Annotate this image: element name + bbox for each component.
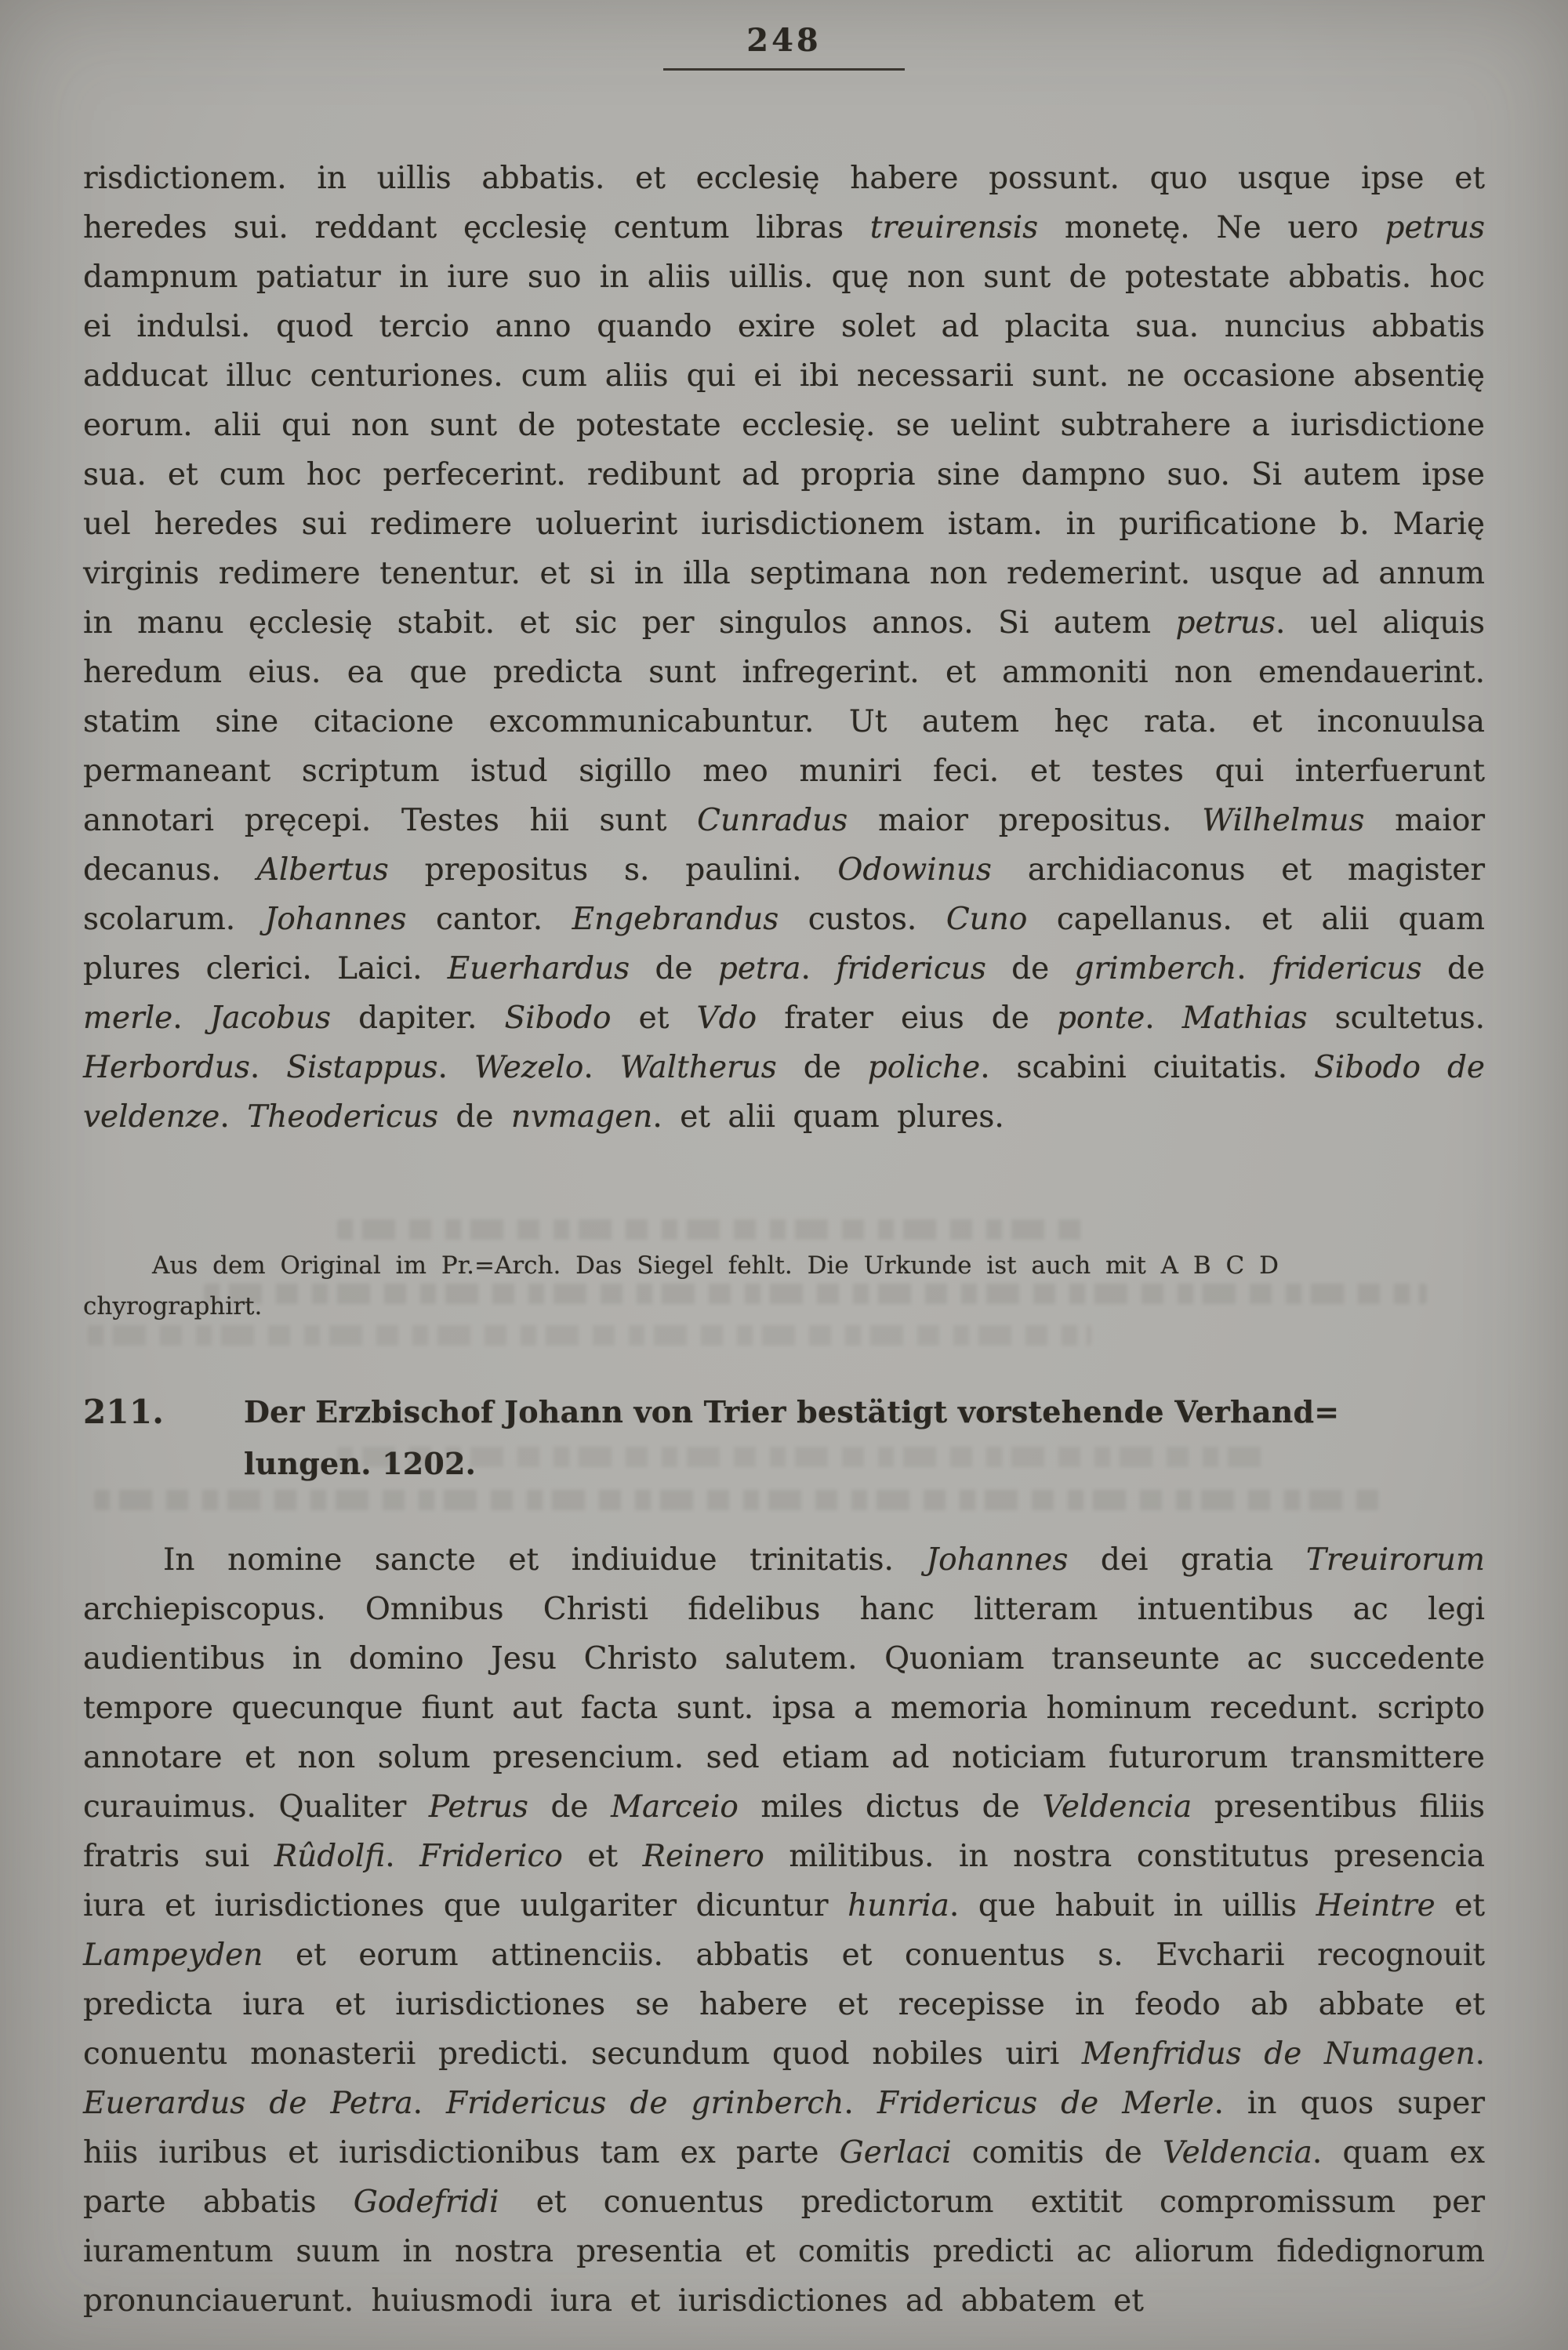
source-note-line1: Aus dem Original im Pr.=Arch. Das Siegel fehlt. Die Urkunde ist auch mit A B C D [152,1251,1279,1280]
proper-name-italic: Engebrandus [572,902,779,937]
proper-name-italic: Johannes [264,902,407,937]
document-211-number: 211. [83,1393,165,1431]
proper-name-italic: Cunradus [697,803,848,838]
text-run: scultetus. [1307,1001,1485,1036]
text-run: In nomine sancte et indiuidue trinitatis. [163,1542,927,1578]
proper-name-italic: Waltherus [619,1050,777,1085]
text-run: cantor. [406,902,572,937]
text-run: . uel aliquis heredum eius. ea que predicta sunt infregerint. et ammoniti non emendauerint. statim sine citacione excommunicabuntur. Ut autem hęc rata. et inconuulsa permaneant scriptum istud sigillo meo muniri feci. et testes qui interfuerunt annotari pręcepi. Testes hii sunt [83,605,1485,838]
text-run: presentibus filiis fratris sui [83,1789,1485,1874]
proper-name-italic: Vdo [696,1001,757,1036]
proper-name-italic: nvmagen [510,1099,653,1135]
proper-name-italic: Marceio [611,1789,739,1825]
proper-name-italic: Euerhardus [447,951,630,986]
page-number: 248 [746,22,822,59]
proper-name-italic: Treuirorum [1305,1542,1486,1578]
text-run: de [776,1050,868,1085]
text-run: et eorum attinenciis. abbatis et conuentus s. Evcharii recognouit predicta iura et iurisdictiones se habere et recepisse in feodo ab abbate et conuentu monasterii predicti. secundum quod nobiles uiri [83,1938,1485,2072]
proper-name-italic: Veldencia [1163,2135,1312,2170]
text-run: custos. [779,902,946,937]
proper-name-italic: treuirensis [869,210,1039,245]
text-run: de [438,1099,511,1135]
proper-name-italic: merle [83,1001,173,1036]
text-run: . [1475,2036,1485,2072]
text-run: . et alii quam plures. [652,1099,1004,1135]
proper-name-italic: Sistappus [286,1050,438,1085]
proper-name-italic: Fridericus de Merle [877,2086,1214,2121]
text-run: capellanus. et alii quam plures clerici. Laici. [83,902,1485,986]
proper-name-italic: petra [717,951,801,986]
text-run: dampnum patiatur in iure suo in aliis uillis. quę non sunt de potestate abbatis. hoc ei indulsi. quod tercio anno quando exire solet ad placita sua. nuncius abbatis adducat illuc centuriones. cum aliis qui ei ibi necessarii sunt. ne occasione absentię eorum. alii qui non sunt de potestate ecclesię. se uelint subtrahere a iurisdictione sua. et cum hoc perfecerint. redibunt ad propria sine dampno suo. Si autem ipse uel heredes sui redimere uoluerint iurisdictionem istam. in purificatione b. Marię virginis redimere tenentur. et si in illa septimana non redemerint. usque ad annum in manu ęcclesię stabit. et sic per singulos annos. Si autem [83,260,1485,641]
proper-name-italic: Rûdolfi [274,1839,386,1874]
text-run: comitis de [951,2135,1163,2170]
text-run: . [1236,951,1272,986]
proper-name-italic: hunria [848,1888,949,1923]
proper-name-italic: ponte [1056,1001,1145,1036]
page-header [0,22,1568,71]
text-run: et conuentus predictorum extitit compromissum per iuramentum suum in nostra presentia et comitis predicti ac aliorum fidedignorum pronunciauerunt. huiusmodi iura et iurisdictiones ad abbatem et [83,2185,1485,2319]
ink-bleed-through-smudge [337,1447,1262,1467]
text-run: de [985,951,1075,986]
ink-bleed-through-smudge [88,1325,1091,1346]
proper-name-italic: Petrus [428,1789,528,1825]
text-run: . in quos super hiis iuribus et iurisdictionibus tam ex parte [83,2086,1486,2170]
proper-name-italic: petrus [1175,605,1276,641]
text-run: miles dictus de [738,1789,1043,1825]
document-211-title [244,1386,1474,1490]
text-run: monetę. Ne uero [1038,210,1385,245]
proper-name-italic: Menfridus de Numagen [1081,2036,1475,2072]
document-211-body-paragraph [83,1535,1485,2326]
text-run: de [630,951,718,986]
text-run: . [1145,1001,1182,1036]
text-run: . que habuit in uillis [949,1888,1316,1923]
proper-name-italic: fridericus [836,951,986,986]
text-run: et [1435,1888,1485,1923]
document-211-title-line2: lungen. 1202. [244,1446,477,1481]
text-run: . [437,1050,474,1085]
text-run: dapiter. [331,1001,505,1036]
page-number-underline [663,68,905,71]
document-211-title-line1: Der Erzbischof Johann von Trier bestätigt vorstehende Verhand= [244,1394,1340,1429]
text-run: dei gratia [1068,1542,1306,1578]
document-211-heading [83,1386,1474,1490]
text-run: . [385,1839,420,1874]
text-run: frater eius de [757,1001,1057,1036]
text-run: maior decanus. [83,803,1485,888]
text-run: . [800,951,837,986]
proper-name-italic: Johannes [926,1542,1069,1578]
proper-name-italic: fridericus [1271,951,1422,986]
proper-name-italic: Fridericus de grinberch [446,2086,844,2121]
text-run: prepositus s. paulini. [388,852,838,888]
proper-name-italic: Veldencia [1042,1789,1192,1825]
proper-name-italic: Godefridi [353,2185,499,2220]
text-run: et [562,1839,643,1874]
text-run: . quam ex parte abbatis [83,2135,1485,2220]
ink-bleed-through-smudge [204,1284,1427,1304]
proper-name-italic: Odowinus [837,852,992,888]
text-run: . [583,1050,620,1085]
proper-name-italic: Heintre [1316,1888,1436,1923]
text-run: et [611,1001,697,1036]
text-run: militibus. in nostra constitutus presencia iura et iurisdictiones que uulgariter dicuntur [83,1839,1486,1923]
text-run: . [412,2086,447,2121]
text-run: archidiaconus et magister scolarum. [83,852,1485,937]
proper-name-italic: Wilhelmus [1202,803,1365,838]
text-run: archiepiscopus. Omnibus Christi fidelibus hanc litteram intuentibus ac legi audientibus in domino Jesu Christo salutem. Quoniam transeunte ac succedente tempore quecunque fiunt aut facta sunt. ipsa a memoria hominum recedunt. scripto annotare et non solum presencium. sed etiam ad noticiam futurorum transmittere curauimus. Qualiter [83,1592,1485,1825]
proper-name-italic: grimberch [1074,951,1237,986]
proper-name-italic: Jacobus [209,1001,332,1036]
text-run: . [844,2086,877,2121]
proper-name-italic: Gerlaci [839,2135,952,2170]
text-run: . [220,1099,248,1135]
proper-name-italic: Friderico [419,1839,563,1874]
proper-name-italic: poliche [867,1050,981,1085]
proper-name-italic: Theodericus [247,1099,439,1135]
document-210-continuation-paragraph [83,154,1485,1142]
ink-bleed-through-smudge [94,1490,1380,1510]
proper-name-italic: Reinero [642,1839,764,1874]
proper-name-italic: petrus [1385,210,1485,245]
proper-name-italic: Cuno [946,902,1028,937]
source-note-line2: chyrographirt. [83,1292,263,1320]
proper-name-italic: Lampeyden [83,1938,263,1973]
proper-name-italic: Albertus [256,852,389,888]
text-run: risdictionem. in uillis abbatis. et ecclesię habere possunt. quo usque ipse et heredes sui. reddant ęcclesię centum libras [83,161,1485,245]
proper-name-italic: Mathias [1181,1001,1308,1036]
text-run: maior prepositus. [848,803,1203,838]
text-run: . [249,1050,287,1085]
text-run: de [1421,951,1485,986]
text-run: . scabini ciuitatis. [980,1050,1314,1085]
proper-name-italic: Herbordus [83,1050,250,1085]
text-run: . [172,1001,210,1036]
proper-name-italic: Sibodo de veldenze [83,1050,1486,1135]
proper-name-italic: Euerardus de Petra [83,2086,413,2121]
ink-bleed-through-smudge [337,1219,1082,1240]
proper-name-italic: Sibodo [504,1001,612,1036]
text-run: de [528,1789,612,1825]
proper-name-italic: Wezelo [474,1050,584,1085]
